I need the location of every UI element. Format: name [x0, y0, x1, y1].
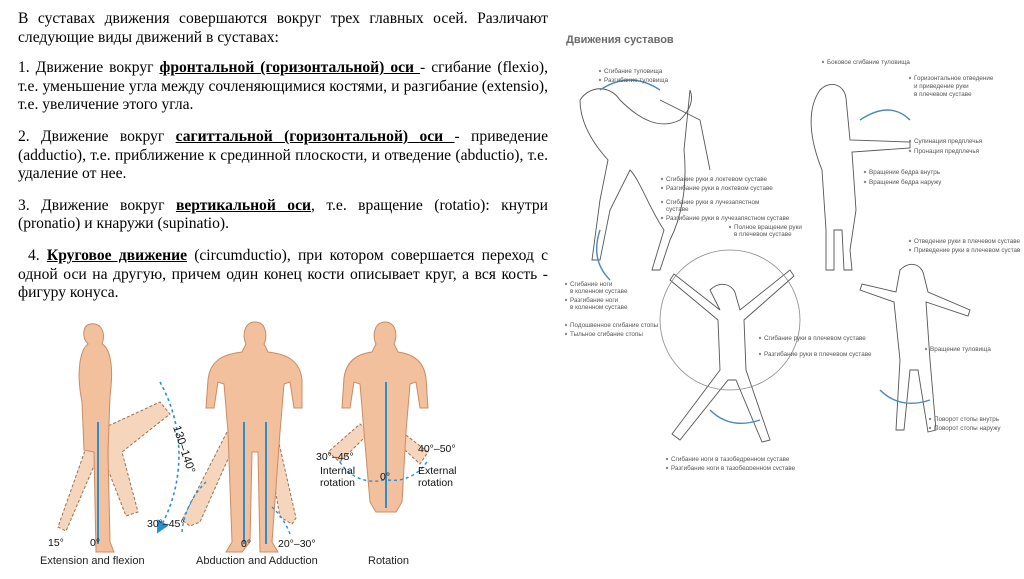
- label-trunk-extension: Разгибание туловища: [604, 77, 669, 84]
- abduction-0-label: 0°: [241, 538, 252, 550]
- label-hip-internal-rotation: Вращение бедра внутрь: [869, 169, 941, 176]
- internal-rotation-label-1: Internal: [320, 465, 356, 477]
- paragraph-frontal-axis: [18, 59, 548, 115]
- vertical-axis-term: вертикальной оси: [175, 196, 311, 214]
- abduction-range-label: 30°–45°: [147, 518, 185, 530]
- p5-start: 4.: [28, 246, 47, 264]
- label-knee-extension-1: Разгибание ноги: [570, 297, 619, 304]
- text-column: [18, 10, 548, 316]
- extension-flexion-panel: [40, 324, 197, 567]
- arm-circle-path: [660, 250, 800, 390]
- label-elbow-flexion: Сгибание руки в локтевом суставе: [666, 176, 767, 183]
- external-rotation-label-2: rotation: [418, 477, 454, 489]
- label-foot-eversion: Поворот стопы наружу: [934, 425, 1001, 432]
- label-horizontal-abduction-3: в плечевом суставе: [914, 91, 972, 98]
- external-rotation-label-1: External: [418, 465, 457, 477]
- flexion-arc: [160, 382, 179, 528]
- hip-movements-figure: [10, 312, 555, 574]
- label-wrist-flexion-1: Сгибание руки в лучезапястном: [666, 199, 760, 206]
- abduction-adduction-panel: [147, 322, 318, 567]
- label-hip-external-rotation: Вращение бедра наружу: [869, 179, 942, 186]
- label-wrist-flexion-2: суставе: [666, 206, 689, 213]
- p4-start: 3. Движение вокруг: [18, 196, 176, 214]
- figure-lateral-flexion: [811, 84, 910, 270]
- paragraph-circumduction: [18, 247, 548, 303]
- internal-rotation-label-2: rotation: [320, 477, 356, 489]
- label-hip-extension: Разгибание ноги в тазобедренном суставе: [671, 465, 796, 470]
- hip-movements-illustration: [10, 312, 555, 574]
- label-shoulder-abduction: Отведение руки в плечевом суставе: [914, 238, 1020, 245]
- label-knee-flexion-1: Сгибание ноги: [570, 281, 613, 288]
- body-side: [79, 324, 114, 552]
- label-horizontal-abduction-2: и приведение руки: [914, 83, 969, 90]
- label-trunk-flexion: Сгибание туловища: [604, 68, 663, 75]
- p2-end: - сгибание (flexio), т.е. уменьшение угла между сочленяющимися костями, и разгибание (extensio), т.е. увеличение этого угла.: [18, 59, 548, 114]
- sagittal-axis-term: сагиттальной (горизонтальной) оси: [175, 127, 455, 145]
- label-knee-extension-2: в коленном суставе: [570, 304, 628, 311]
- label-trunk-rotation: Вращение туловища: [930, 346, 991, 353]
- figure-outlines: [580, 84, 970, 442]
- label-foot-inversion: Поворот стопы внутрь: [934, 416, 1000, 423]
- label-hip-flexion: Сгибание ноги в тазобедренном суставе: [671, 456, 790, 463]
- label-shoulder-flexion: Сгибание руки в плечевом суставе: [764, 335, 866, 342]
- paragraph-vertical-axis: [18, 197, 548, 234]
- flexion-range-label: 130–140°: [170, 424, 197, 475]
- rotation-0-label: 0°: [380, 471, 391, 483]
- extension-0-label: 0°: [90, 537, 101, 549]
- extension-15-label: 15°: [48, 537, 64, 549]
- circumduction-term: Круговое движение: [46, 246, 187, 264]
- external-rotation-range: 40°–50°: [418, 443, 456, 455]
- intro-text: В суставах движения совершаются вокруг трех главных осей. Различают следующие виды движений в суставах:: [18, 10, 548, 46]
- caption-rotation: Rotation: [368, 555, 409, 567]
- internal-rotation-range: 30°–45°: [316, 451, 354, 463]
- label-group: [565, 58, 1020, 470]
- movement-arrows: [597, 80, 930, 423]
- label-horizontal-abduction-1: Горизонтальное отведение: [914, 75, 994, 82]
- p4-end: , т.е. вращение (rotatio): кнутри (pronatio) и кнаружи (supinatio).: [18, 196, 549, 233]
- caption-extension-flexion: Extension and flexion: [40, 555, 145, 567]
- label-shoulder-adduction: Приведение руки в плечевом суставе: [914, 247, 1020, 254]
- joint-movements-title: Движения суставов: [566, 34, 674, 46]
- rotation-panel: [316, 322, 457, 567]
- label-arm-circumduction-1: Полное вращение руки: [734, 224, 802, 231]
- caption-abduction-adduction: Abduction and Adduction: [196, 555, 318, 567]
- label-knee-flexion-2: в коленном суставе: [570, 288, 628, 295]
- frontal-axis-term: фронтальной (горизонтальной) оси: [159, 59, 421, 77]
- label-elbow-extension: Разгибание руки в локтевом суставе: [666, 185, 773, 192]
- p5-end: (circumductio), при котором совершается переход с одной оси на другую, причем один конец кости описывает круг, а вся кость - фигуру конуса.: [18, 246, 548, 302]
- label-supination: Супинация предплечья: [914, 138, 983, 145]
- joint-movements-illustration: [560, 30, 1020, 470]
- paragraph-intro: [18, 10, 548, 47]
- p3-start: 2. Движение вокруг: [18, 127, 176, 145]
- label-dorsiflexion: Тыльное сгибание стопы: [570, 331, 643, 338]
- label-shoulder-extension: Разгибание руки в плечевом суставе: [764, 351, 872, 358]
- label-arm-circumduction-2: в плечевом суставе: [734, 231, 792, 238]
- label-plantar-flexion: Подошвенное сгибание стопы: [570, 322, 659, 329]
- p2-start: 1. Движение вокруг: [18, 59, 160, 77]
- p3-end: - приведение (adductio), т.е. приближение к срединной плоскости, и отведение (abductio), т.е. удаление от нее.: [18, 127, 548, 183]
- label-pronation: Пронация предплечья: [914, 148, 980, 155]
- joint-movements-figure: [560, 30, 1020, 470]
- adduction-range-label: 20°–30°: [278, 538, 316, 550]
- label-wrist-extension: Разгибание руки в лучезапястном суставе: [666, 215, 790, 222]
- paragraph-sagittal-axis: [18, 128, 548, 184]
- label-lateral-flexion: Боковое сгибание туловища: [827, 59, 910, 66]
